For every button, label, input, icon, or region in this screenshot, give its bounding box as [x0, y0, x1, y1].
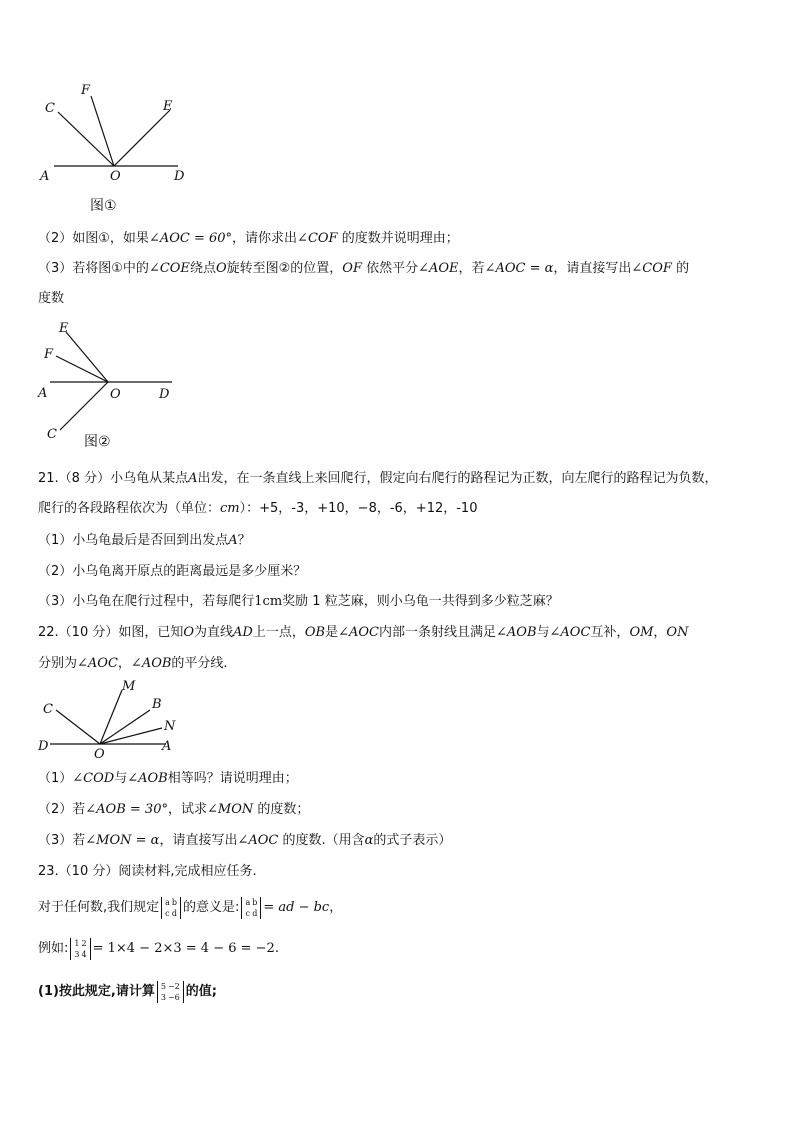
text: 奖励 1 粒芝麻，则小乌龟一共得到多少粒芝麻？ [282, 594, 559, 609]
det-cell: d [171, 908, 178, 918]
det-cell: 3 [74, 949, 80, 959]
math: A [188, 471, 198, 486]
q21-part-3 [38, 593, 559, 611]
text: 对于任何数,我们规定 [38, 900, 160, 915]
text: 爬行的各段路程依次为（单位： [38, 501, 221, 516]
math: ∠AOC [338, 625, 379, 640]
text: 互补， [590, 625, 630, 640]
text: 内部一条射线且满足 [379, 625, 497, 640]
q20-part-2 [38, 230, 459, 248]
q22-part-2 [38, 801, 309, 819]
math: OM [629, 625, 654, 640]
math: = 1×4 − 2×3 = 4 − 6 = −2 [92, 941, 275, 956]
text: ， [117, 656, 131, 671]
label-f: F [44, 347, 54, 362]
math: OB [304, 625, 326, 640]
q21-line-1 [38, 470, 717, 488]
text: （3）小乌龟在爬行过程中，若每爬行 [38, 594, 255, 609]
text: 出发，在一条直线上来回爬行，假定向右爬行的路程记为正数，向左爬行的路程记为负数， [197, 471, 718, 486]
label-n: N [164, 719, 176, 734]
det-cell: 5 [160, 981, 166, 991]
text: 是 [325, 625, 339, 640]
text: ，请直接写出 [159, 833, 238, 848]
math: O [183, 625, 195, 640]
text: (1)按此规定,请计算 [38, 984, 155, 999]
math: 1cm [254, 594, 283, 609]
det-cell: 2 [81, 938, 87, 948]
text: （2）小乌龟离开原点的距离最远是多少厘米？ [38, 564, 307, 579]
text: 的度数并说明理由； [337, 231, 459, 246]
text: 的度数.（用含 [278, 833, 365, 848]
text: ？ [237, 533, 251, 548]
math: ∠AOC = 60° [148, 231, 233, 246]
text: 23.（10 分）阅读材料,完成相应任务. [38, 864, 257, 879]
ray-of [56, 356, 108, 382]
text: 的意义是: [183, 900, 240, 915]
ray-oc [60, 382, 108, 430]
math: ∠AOB [496, 625, 537, 640]
q22-part-3 [38, 832, 451, 850]
math: α [364, 833, 374, 848]
q22-part-1 [38, 770, 298, 788]
text: 分别为 [38, 656, 78, 671]
text: 例如: [38, 941, 69, 956]
text: 22.（10 分）如图，已知 [38, 625, 184, 640]
figure-3 [34, 678, 184, 762]
text: 旋转至图②的位置， [226, 261, 343, 276]
label-d: D [159, 387, 170, 402]
math: OF [342, 261, 362, 276]
math: ∠AOC [237, 833, 279, 848]
det-cell: 1 [74, 938, 80, 948]
det-cell: −6 [167, 992, 180, 1002]
text: （1）小乌龟最后是否回到出发点 [38, 533, 229, 548]
label-c: C [43, 702, 53, 717]
ray-oc [56, 710, 100, 744]
q22-line-1 [38, 624, 688, 642]
text: ，请直接写出 [553, 261, 632, 276]
q20-part-3-cont [38, 290, 64, 308]
text: 为直线 [194, 625, 234, 640]
text: 度数 [38, 291, 65, 306]
math: cm [220, 501, 240, 516]
math: ∠AOB [130, 656, 172, 671]
math: ∠AOC = α [484, 261, 554, 276]
text: 的平分线. [171, 656, 228, 671]
label-d: D [174, 169, 185, 184]
math: ∠MON [207, 802, 254, 817]
determinant [70, 938, 90, 960]
figure-2 [34, 318, 184, 453]
label-e: E [59, 321, 69, 336]
figure-caption: 图② [84, 434, 111, 450]
math: ∠AOB [127, 771, 168, 786]
q20-part-3 [38, 260, 689, 278]
text: 的度数； [253, 802, 310, 817]
determinant [161, 897, 181, 919]
math: ∠AOE [418, 261, 459, 276]
text: 上一点， [252, 625, 305, 640]
q23-part-1 [38, 980, 217, 1004]
text: ， [329, 900, 343, 915]
text: ，请你求出 [232, 231, 298, 246]
label-a: A [162, 739, 172, 754]
label-f: F [81, 83, 91, 98]
label-a: A [40, 169, 50, 184]
math: O [215, 261, 227, 276]
figure-caption: 图① [90, 198, 117, 214]
text: 与 [114, 771, 128, 786]
label-a: A [38, 386, 48, 401]
det-cell: b [252, 897, 258, 907]
det-cell: c [165, 908, 170, 918]
label-m: M [122, 679, 136, 694]
det-cell: 3 [160, 992, 166, 1002]
math: ON [666, 625, 689, 640]
label-o: O [110, 169, 121, 184]
label-c: C [47, 427, 57, 442]
q21-line-2 [38, 500, 477, 518]
label-o: O [94, 747, 105, 762]
text: （1） [38, 771, 73, 786]
math: = ad − bc [263, 900, 330, 915]
text: （3）若将图①中的 [38, 261, 149, 276]
q21-part-1 [38, 532, 251, 550]
ray-oe [66, 332, 108, 382]
math: ∠AOB = 30° [85, 802, 168, 817]
text: （2）若 [38, 802, 86, 817]
det-cell: b [171, 897, 178, 907]
determinant [157, 981, 184, 1003]
math: ∠AOC [549, 625, 591, 640]
det-cell: a [245, 897, 251, 907]
q23-example [38, 937, 279, 961]
text: 依然平分 [361, 261, 419, 276]
det-cell: c [245, 908, 250, 918]
text: 21.（8 分）小乌龟从某点 [38, 471, 189, 486]
ray-on [100, 728, 162, 744]
text: ）：+5，-3，+10，−8，-6，+12，-10 [239, 501, 478, 516]
text: ， [653, 625, 667, 640]
q23-definition [38, 896, 342, 920]
figure-1 [36, 80, 196, 220]
text: 绕点 [189, 261, 216, 276]
text: ，试求 [167, 802, 207, 817]
det-cell: d [252, 908, 258, 918]
math: ∠COE [148, 261, 190, 276]
label-c: C [45, 101, 55, 116]
math: ∠COD [72, 771, 115, 786]
text: 的 [671, 261, 690, 276]
det-cell: 4 [81, 949, 87, 959]
math: ∠MON = α [85, 833, 160, 848]
ray-oe [114, 110, 170, 166]
det-cell: −2 [167, 981, 180, 991]
math: ∠COF [631, 261, 672, 276]
det-cell: a [165, 897, 170, 907]
text: （3）若 [38, 833, 86, 848]
math: AD [233, 625, 253, 640]
q23-title [38, 863, 257, 881]
q22-line-2 [38, 655, 228, 673]
label-o: O [110, 387, 121, 402]
q21-part-2 [38, 563, 306, 581]
label-b: B [152, 697, 162, 712]
math: ∠AOC [77, 656, 118, 671]
text: 相等吗？请说明理由； [167, 771, 298, 786]
text: 的值; [185, 984, 217, 999]
label-d: D [38, 739, 49, 754]
text: 与 [536, 625, 550, 640]
text: 的式子表示） [373, 833, 452, 848]
math: A [228, 533, 238, 548]
text: ，若 [458, 261, 485, 276]
determinant [241, 897, 261, 919]
text: . [274, 941, 279, 956]
text: （2）如图①，如果 [38, 231, 149, 246]
label-e: E [163, 99, 173, 114]
math: ∠COF [297, 231, 338, 246]
